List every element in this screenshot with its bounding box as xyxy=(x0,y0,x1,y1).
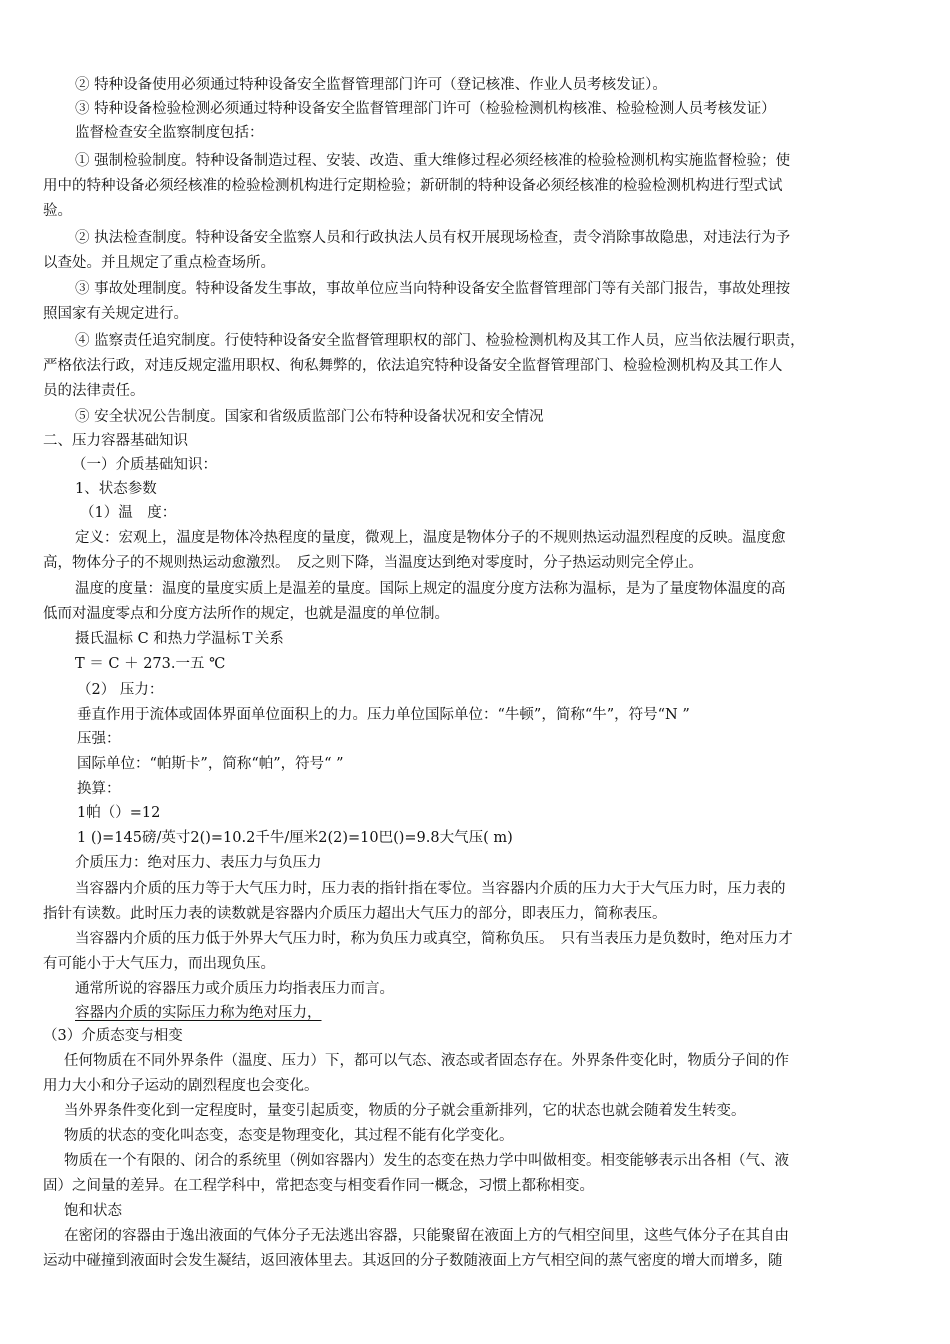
subsection-heading: （1）温 度： xyxy=(80,505,177,521)
text-line: 任何物质在不同外界条件（温度、压力）下，都可以气态、液态或者固态存在。外界条件变化时，物质分子间的作 xyxy=(64,1053,789,1069)
text-line: 监督检查安全监察制度包括： xyxy=(75,125,264,141)
text-line: ③ 特种设备检验检测必须通过特种设备安全监督管理部门许可（检验检测机构核准、检验检测人员考核发证） xyxy=(75,101,776,117)
text-line: 当容器内介质的压力等于大气压力时，压力表的指针指在零位。当容器内介质的压力大于大气压力时，压力表的 xyxy=(75,881,786,897)
text-line: 定义：宏观上，温度是物体冷热程度的量度，微观上，温度是物体分子的不规则热运动温烈程度的反映。温度愈 xyxy=(75,530,786,546)
formula-line: 1帕（）=12 xyxy=(77,805,161,821)
text-line: ③ 事故处理制度。特种设备发生事故，事故单位应当向特种设备安全监督管理部门等有关部门报告，事故处理按 xyxy=(75,281,791,297)
text-line: 物质的状态的变化叫态变，态变是物理变化，其过程不能有化学变化。 xyxy=(64,1128,514,1144)
text-line: ② 特种设备使用必须通过特种设备安全监督管理部门许可（登记核准、作业人员考核发证）。 xyxy=(75,77,667,93)
subsection-heading: （3）介质态变与相变 xyxy=(43,1028,183,1044)
text-line: 温度的度量：温度的量度实质上是温差的量度。国际上规定的温度分度方法称为温标，是为了量度物体温度的高 xyxy=(75,581,786,597)
underlined-text-line: 容器内介质的实际压力称为绝对压力， xyxy=(75,1005,322,1021)
text-line: 用力大小和分子运动的剧烈程度也会变化。 xyxy=(43,1078,319,1094)
formula-line: T ＝ C ＋ 273.一五 ℃ xyxy=(75,656,226,672)
text-line: 摄氏温标 C 和热力学温标Ｔ关系 xyxy=(75,631,284,647)
section-heading: 二、压力容器基础知识 xyxy=(43,433,188,449)
text-line: 固）之间量的差异。在工程学科中，常把态变与相变看作同一概念，习惯上都称相变。 xyxy=(43,1178,594,1194)
text-line: ② 执法检查制度。特种设备安全监察人员和行政执法人员有权开展现场检查，责令消除事故隐患，对违法行为予 xyxy=(75,230,791,246)
text-line: ① 强制检验制度。特种设备制造过程、安装、改造、重大维修过程必须经核准的检验检测机构实施监督检验；使 xyxy=(75,153,791,169)
text-line: 高，物体分子的不规则热运动愈激烈。 反之则下降，当温度达到绝对零度时，分子热运动则完全停止。 xyxy=(43,555,703,571)
text-line: 在密闭的容器由于逸出液面的气体分子无法逃出容器，只能聚留在液面上方的气相空间里，这些气体分子在其自由 xyxy=(64,1228,789,1244)
text-line: 指针有读数。此时压力表的读数就是容器内介质压力超出大气压力的部分，即表压力，简称表压。 xyxy=(43,906,667,922)
text-line: 照国家有关规定进行。 xyxy=(43,306,188,322)
text-line: ⑤ 安全状况公告制度。国家和省级质监部门公布特种设备状况和安全情况 xyxy=(75,409,544,425)
text-line: 当外界条件变化到一定程度时，量变引起质变，物质的分子就会重新排列，它的状态也就会随着发生转变。 xyxy=(64,1103,746,1119)
subsection-heading: 饱和状态 xyxy=(64,1203,122,1219)
text-line: 以查处。并且规定了重点检查场所。 xyxy=(43,255,275,271)
text-line: 压强： xyxy=(77,731,121,747)
formula-line: 1 ()=145磅/英寸2()=10.2千牛/厘米2(2)=10巴()=9.8大气压( m) xyxy=(77,830,513,846)
text-line: 垂直作用于流体或固体界面单位面积上的力。压力单位国际单位：“牛顿”，简称“牛”，符号“N ” xyxy=(77,707,690,723)
text-line: 物质在一个有限的、闭合的系统里（例如容器内）发生的态变在热力学中叫做相变。相变能够表示出各相（气、液 xyxy=(64,1153,789,1169)
text-line: 通常所说的容器压力或介质压力均指表压力而言。 xyxy=(75,981,394,997)
text-line: 介质压力：绝对压力、表压力与负压力 xyxy=(75,855,322,871)
text-line: 运动中碰撞到液面时会发生凝结，返回液体里去。其返回的分子数随液面上方气相空间的蒸气密度的增大而增多，随 xyxy=(43,1253,783,1269)
text-line: 国际单位：“帕斯卡”，简称“帕”，符号“ ” xyxy=(77,756,344,772)
text-line: 验。 xyxy=(43,203,72,219)
text-line: 严格依法行政，对违反规定滥用职权、徇私舞弊的，依法追究特种设备安全监督管理部门、检验检测机构及其工作人 xyxy=(43,358,783,374)
subsection-heading: 1、状态参数 xyxy=(75,481,157,497)
text-line: 有可能小于大气压力，而出现负压。 xyxy=(43,956,275,972)
text-line: ④ 监察责任追究制度。行使特种设备安全监督管理职权的部门、检验检测机构及其工作人员，应当依法履行职责， xyxy=(75,333,805,349)
subsection-heading: （一）介质基础知识： xyxy=(72,457,217,473)
text-line: 当容器内介质的压力低于外界大气压力时，称为负压力或真空，简称负压。 只有当表压力是负数时，绝对压力才 xyxy=(75,931,793,947)
text-line: 低而对温度零点和分度方法所作的规定，也就是温度的单位制。 xyxy=(43,606,449,622)
subsection-heading: （2） 压力： xyxy=(77,682,164,698)
text-line: 换算： xyxy=(77,781,121,797)
text-line: 用中的特种设备必须经核准的检验检测机构进行定期检验；新研制的特种设备必须经核准的检验检测机构进行型式试 xyxy=(43,178,783,194)
text-line: 员的法律责任。 xyxy=(43,383,145,399)
